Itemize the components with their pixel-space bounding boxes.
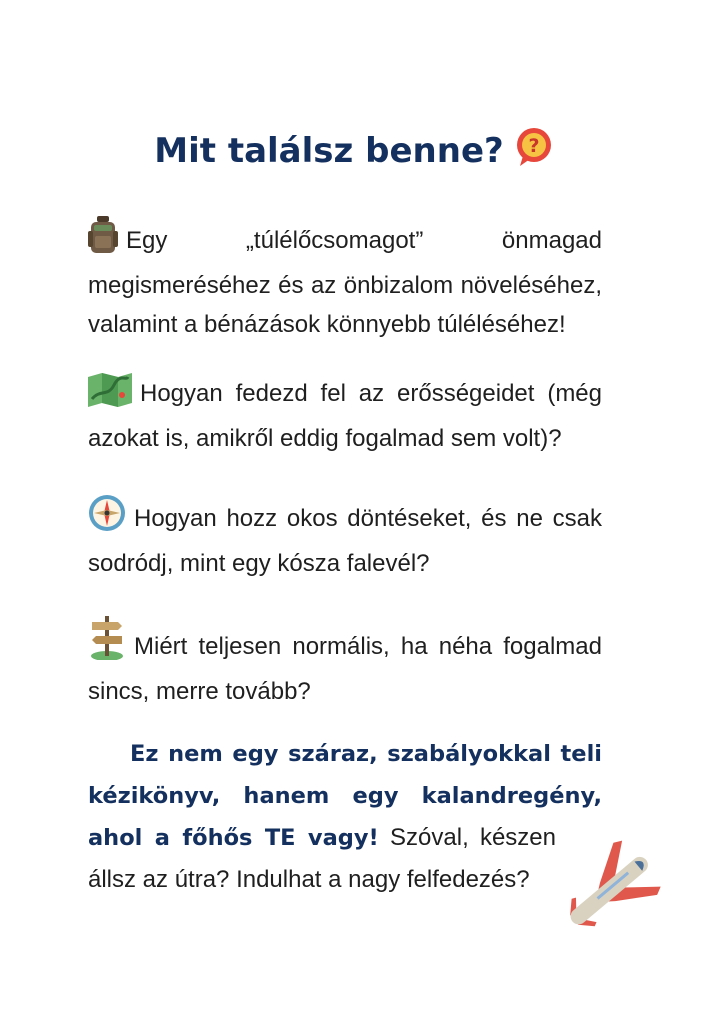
list-item-text: Egy „túlélőcsomagot” önmagad megismeréséhez és az önbizalom növeléséhez, valamint a bénázások könnyebb túléléséhez! (88, 227, 602, 338)
closing-line-3-rest: Szóval, készen (378, 824, 556, 851)
closing-line-4: állsz az útra? Indulhat a nagy felfedezés? (88, 866, 530, 893)
closing-paragraph (88, 733, 602, 901)
svg-text:?: ? (528, 135, 540, 157)
list-item-text: Hogyan fedezd fel az erősségeidet (még azokat is, amikről eddig fogalmad sem volt)? (88, 380, 602, 452)
closing-line-3 (88, 817, 556, 859)
closing-line-3-bold: ahol a főhős TE vagy! (88, 825, 379, 851)
question-bubble-icon (514, 126, 554, 177)
closing-line-2: kézikönyv, hanem egy kalandregény, (88, 783, 602, 809)
list-item-survival-kit (88, 216, 602, 344)
page-title (0, 126, 708, 177)
list-item-direction (88, 614, 602, 711)
closing-line-1: Ez nem egy száraz, szabályokkal teli (130, 741, 602, 767)
airplane-icon (555, 838, 665, 947)
backpack-icon (88, 216, 118, 266)
title-text: Mit találsz benne? (154, 131, 504, 171)
list-item-text: Miért teljesen normális, ha néha fogalmad sincs, merre tovább? (88, 633, 602, 705)
map-icon (88, 373, 132, 419)
list-item-strengths (88, 373, 602, 458)
list-item-text: Hogyan hozz okos döntéseket, és ne csak sodródj, mint egy kósza falevél? (88, 505, 602, 577)
list-item-decisions (88, 494, 602, 583)
signpost-icon (88, 614, 126, 672)
compass-icon (88, 494, 126, 544)
